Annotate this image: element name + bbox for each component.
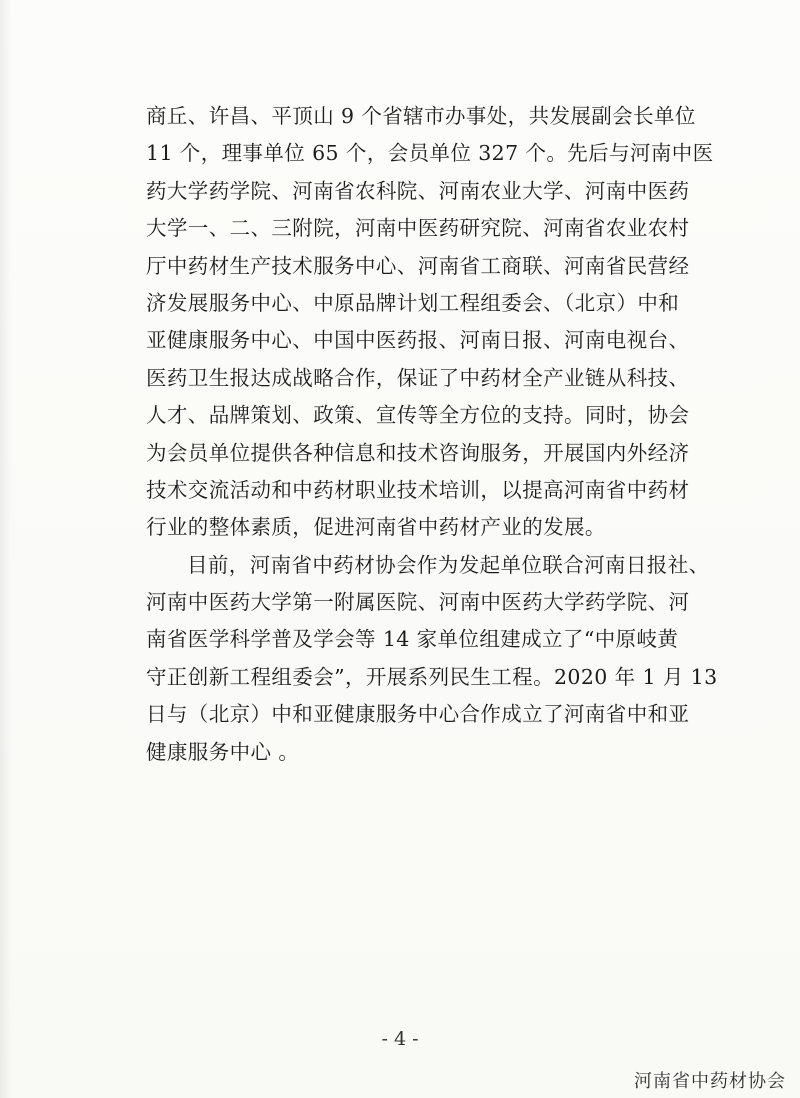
scan-edge-shadow: [0, 0, 12, 1098]
text-line: 技术交流活动和中药材职业技术培训，以提高河南省中药材: [146, 477, 690, 502]
page-number: - 4 -: [381, 1028, 419, 1050]
text-line: 为会员单位提供各种信息和技术咨询服务，开展国内外经济: [146, 440, 690, 465]
text-line: 日与（北京）中和亚健康服务中心合作成立了河南省中和亚: [146, 702, 690, 727]
text-line: 大学一、二、三附院，河南中医药研究院、河南省农业农村: [146, 216, 690, 241]
text-line: 南省医学科学普及学会等 14 家单位组建成立了“中原岐黄: [146, 627, 679, 652]
text-line: 人才、品牌策划、政策、宣传等全方位的支持。同时，协会: [146, 403, 690, 428]
text-line: 亚健康服务中心、中国中医药报、河南日报、河南电视台、: [146, 328, 690, 353]
text-line: 目前，河南省中药材协会作为发起单位联合河南日报社、: [187, 552, 710, 577]
text-line: 医药卫生报达成战略合作，保证了中药材全产业链从科技、: [146, 365, 690, 390]
text-line: 厅中药材生产技术服务中心、河南省工商联、河南省民营经: [146, 253, 690, 278]
text-line: 健康服务中心 。: [146, 739, 300, 764]
text-line: 行业的整体素质，促进河南省中药材产业的发展。: [146, 515, 606, 540]
text-line: 守正创新工程组委会”，开展系列民生工程。2020 年 1 月 13: [146, 664, 718, 689]
text-line: 11 个，理事单位 65 个，会员单位 327 个。先后与河南中医: [146, 141, 714, 166]
text-line: 商丘、许昌、平顶山 9 个省辖市办事处，共发展副会长单位: [146, 104, 696, 128]
text-line: 药大学药学院、河南省农科院、河南农业大学、河南中医药: [146, 178, 690, 203]
text-line: 河南中医药大学第一附属医院、河南中医药大学药学院、河: [146, 590, 690, 615]
document-body: [146, 98, 718, 771]
organization-footer: 河南省中药材协会: [634, 1071, 786, 1092]
paragraph-1: [146, 98, 714, 547]
paragraph-2: [146, 547, 718, 771]
text-line: 济发展服务中心、中原品牌计划工程组委会、（北京）中和: [146, 290, 680, 315]
